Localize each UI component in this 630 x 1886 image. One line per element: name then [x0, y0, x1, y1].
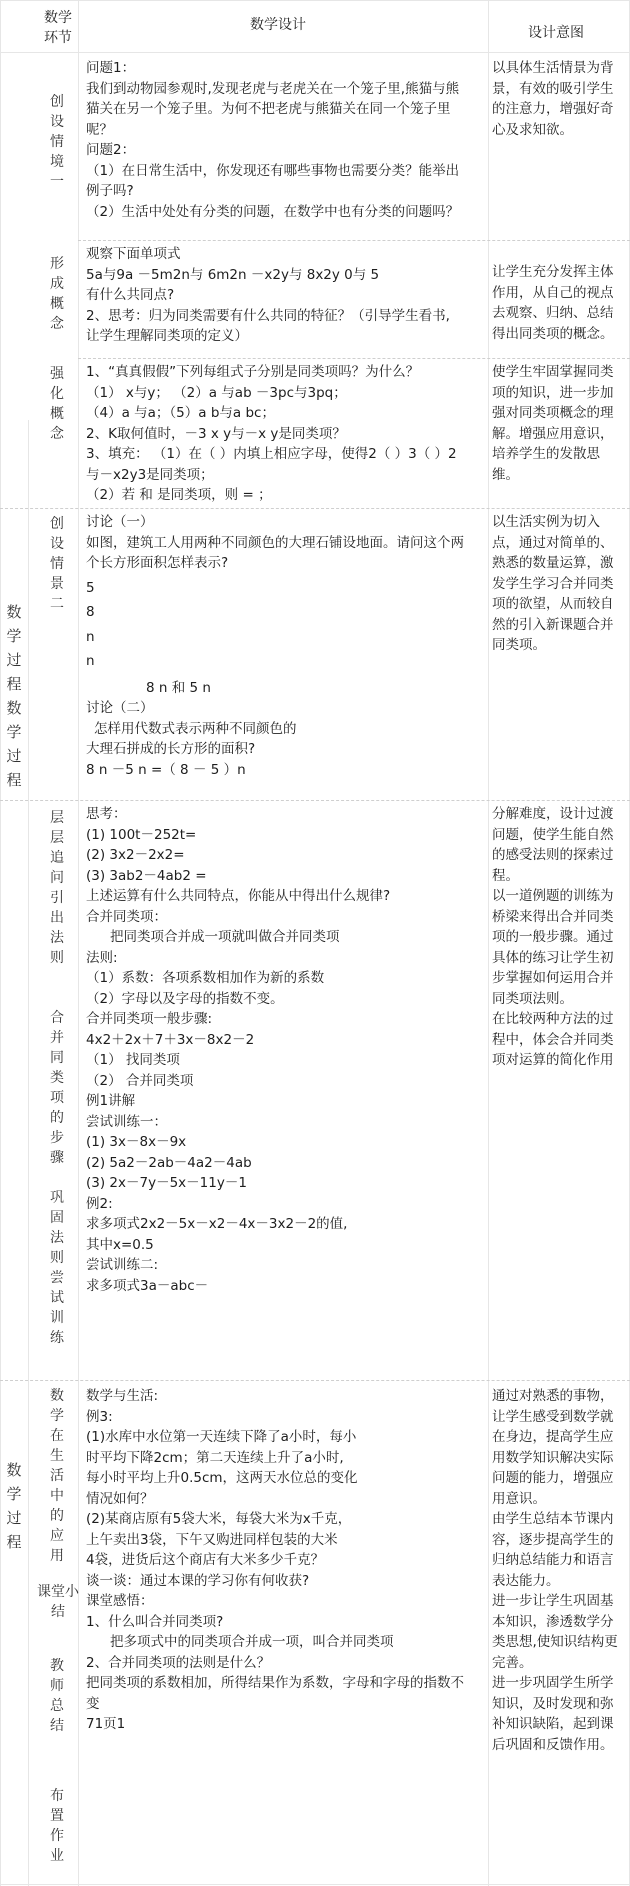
- intent-line: 以一道例题的训练为: [492, 888, 614, 904]
- stage-label: 巩固法则尝试训练: [50, 1190, 64, 1346]
- design-cell: [86, 1386, 486, 1735]
- design-line: n: [86, 653, 95, 669]
- design-line: 8: [86, 604, 95, 620]
- design-line: 例1讲解: [86, 1093, 136, 1109]
- intent-line: 分解难度，设计过渡: [492, 806, 614, 822]
- stage-label: 合并同类项的步骤: [50, 1010, 64, 1166]
- header-intent: 设计意图: [528, 25, 584, 41]
- intent-line: 强对同类项概念的理: [492, 405, 614, 421]
- intent-line: 熟悉的数量运算，激: [492, 555, 614, 571]
- stage-label: 强化概念: [50, 366, 64, 442]
- stage-label: 创设情景二: [50, 516, 64, 612]
- intent-line: 具体的练习让学生初: [492, 949, 614, 966]
- row-divider: [0, 508, 630, 510]
- design-line: 法则:: [86, 949, 118, 966]
- header-bottom-border: [0, 52, 630, 53]
- design-cell: [86, 804, 486, 1296]
- intent-line: 用数学知识解决实际: [492, 1449, 614, 1466]
- intent-cell: [492, 262, 620, 344]
- intent-line: 程。: [492, 867, 519, 884]
- header-top-border: [0, 0, 630, 1]
- design-line: 有什么共同点?: [86, 287, 175, 303]
- column-divider-stage-outer: [28, 420, 29, 1886]
- table-bottom-border: [0, 1884, 630, 1885]
- stage-label: 布置作业: [50, 1788, 64, 1864]
- design-line: 课堂感悟：: [86, 1593, 154, 1609]
- design-line: 数学与生活:: [86, 1388, 159, 1404]
- design-line: 例3:: [86, 1408, 113, 1425]
- design-line: 情况如何？: [86, 1490, 154, 1507]
- intent-line: 以生活实例为切入: [492, 514, 600, 530]
- intent-line: 作用，从自己的视点: [492, 284, 614, 301]
- intent-line: 发学生学习合并同类: [492, 575, 614, 592]
- intent-line: 同类项。: [492, 637, 546, 653]
- design-line: 如图，建筑工人用两种不同颜色的大理石铺设地面。请问这个两: [86, 534, 464, 551]
- design-line: 4袋，进货后这个商店有大米多少千克？: [86, 1552, 325, 1568]
- design-line: 上午卖出3袋，下午又购进同样包装的大米: [86, 1531, 338, 1548]
- design-line: (3) 3ab2－4ab2 =: [86, 867, 207, 884]
- design-line: 观察下面单项式: [86, 246, 181, 262]
- intent-line: 进一步巩固学生所学: [492, 1675, 614, 1691]
- intent-line: 项对运算的简化作用: [492, 1052, 614, 1068]
- intent-line: 心及求知欲。: [492, 121, 573, 138]
- design-line: 5a与9a －5m2n与 6m2n －x2y与 8x2y 0与 5: [86, 266, 380, 283]
- stage-label: 数学在生活中的应用: [50, 1388, 64, 1564]
- intent-line: 在身边，提高学生应: [492, 1429, 614, 1445]
- design-line: 怎样用代数式表示两种不同颜色的: [94, 720, 297, 737]
- design-line: （2）生活中处处有分类的问题，在数学中也有分类的问题吗？: [86, 203, 460, 220]
- design-line: 我们到动物园参观时,发现老虎与老虎关在一个笼子里,熊猫与熊: [86, 80, 460, 97]
- design-line: （2）字母以及字母的指数不变。: [86, 990, 284, 1007]
- design-line: 合并同类项：: [86, 908, 167, 925]
- intent-line: 使学生牢固掌握同类: [492, 364, 614, 380]
- design-line: 求多项式3a－abc－: [86, 1277, 209, 1294]
- intent-line: 容，逐步提高学生的: [492, 1531, 614, 1548]
- design-line: 4x2＋2x＋7＋3x－8x2－2: [86, 1031, 255, 1048]
- design-cell: [86, 512, 486, 780]
- design-line: 问题2：: [86, 142, 136, 158]
- design-line: 把同类项的系数相加，所得结果作为系数，字母和字母的指数不: [86, 1675, 464, 1691]
- design-line: 8 n －5 n =（ 8 － 5 ）n: [86, 761, 246, 778]
- intent-line: 问题的能力，增强应: [492, 1470, 614, 1486]
- design-line: 把多项式中的同类项合并成一项，叫合并同类项: [110, 1634, 394, 1650]
- column-divider-design: [488, 0, 489, 1886]
- header-stage-line: 环节: [44, 30, 72, 46]
- intent-line: 知识，及时发现和弥: [492, 1695, 614, 1712]
- intent-line: 的注意力，增强好奇: [492, 101, 614, 117]
- intent-cell: [492, 58, 620, 140]
- design-line: 1、什么叫合并同类项?: [86, 1613, 224, 1630]
- design-line: 71页1: [86, 1716, 126, 1732]
- design-line: 每小时平均上升0.5cm，这两天水位总的变化: [86, 1470, 358, 1486]
- design-line: 2、合并同类项的法则是什么？: [86, 1654, 271, 1671]
- design-line: (1)水库中水位第一天连续下降了a小时，每小: [86, 1429, 357, 1445]
- column-divider-left: [0, 0, 1, 1886]
- design-line: 2、K取何值时，－3 x y与－x y是同类项？: [86, 425, 346, 442]
- intent-line: 由学生总结本节课内: [492, 1511, 614, 1527]
- design-cell: [86, 244, 486, 347]
- design-line: 2、思考：归为同类需要有什么共同的特征？（引导学生看书,: [86, 307, 450, 324]
- header-design: 数学设计: [250, 17, 306, 33]
- stage-label: 形成概念: [50, 256, 64, 332]
- intent-line: 类思想,使知识结构更: [492, 1634, 618, 1650]
- design-line: (3) 2x－7y－5x－11y－1: [86, 1175, 247, 1191]
- design-line: （1）系数：各项系数相加作为新的系数: [86, 970, 325, 986]
- intent-line: 项的一般步骤。通过: [492, 929, 614, 945]
- design-line: （4）a 与a；（5）a b与a bc；: [86, 405, 275, 421]
- intent-line: 项的知识，进一步加: [492, 384, 614, 401]
- design-line: 讨论（二）: [86, 700, 154, 716]
- intent-line: 维。: [492, 466, 519, 483]
- intent-cell: [492, 804, 620, 1071]
- intent-line: 表达能力。: [492, 1572, 560, 1589]
- row-divider: [0, 1380, 630, 1382]
- intent-cell: [492, 512, 620, 656]
- design-cell: [86, 58, 486, 222]
- intent-line: 完善。: [492, 1654, 533, 1671]
- intent-line: 桥梁来得出合并同类: [492, 908, 614, 925]
- design-line: 时平均下降2cm；第二天连续上升了a小时,: [86, 1449, 344, 1466]
- design-line: 8 n 和 5 n: [146, 679, 211, 696]
- stage-label: 教师总结: [50, 1658, 64, 1734]
- design-line: 尝试训练一：: [86, 1113, 167, 1130]
- design-line: 5: [86, 579, 95, 596]
- stage-label: 课堂小结: [37, 1584, 79, 1620]
- design-line: (2)某商店原有5袋大米，每袋大米为x千克，: [86, 1511, 352, 1527]
- intent-line: 项的欲望，从而较自: [492, 596, 614, 612]
- design-line: 3、填充： （1）在（ ）内填上相应字母，使得2（ ）3（ ）2: [86, 446, 457, 462]
- design-line: 问题1：: [86, 60, 136, 76]
- intent-line: 同类项法则。: [492, 990, 573, 1007]
- design-line: 个长方形面积怎样表示?: [86, 555, 229, 571]
- design-line: （1） 找同类项: [86, 1052, 180, 1068]
- design-line: 其中x=0.5: [86, 1236, 154, 1253]
- intent-line: 在比较两种方法的过: [492, 1011, 614, 1027]
- intent-line: 解。增强应用意识，: [492, 425, 614, 442]
- intent-line: 补知识缺陷，起到课: [492, 1716, 614, 1732]
- intent-line: 进一步让学生巩固基: [492, 1593, 614, 1609]
- design-line: 与－x2y3是同类项；: [86, 466, 214, 483]
- intent-line: 后巩固和反馈作用。: [492, 1736, 614, 1753]
- intent-line: 培养学生的发散思: [492, 446, 600, 462]
- row-divider: [0, 800, 630, 802]
- design-line: (2) 5a2－2ab－4a2－4ab: [86, 1154, 252, 1171]
- design-line: 例2:: [86, 1195, 113, 1212]
- intent-line: 景，有效的吸引学生: [492, 80, 614, 97]
- intent-line: 用意识。: [492, 1490, 546, 1507]
- intent-cell: [492, 1386, 620, 1755]
- design-line: （1） x与y； （2）a 与ab －3pc与3pq；: [86, 384, 347, 401]
- intent-line: 归纳总结能力和语言: [492, 1552, 614, 1568]
- stage-label: 层层追问引出法则: [50, 810, 64, 966]
- intent-line: 让学生充分发挥主体: [492, 264, 614, 280]
- process-label-lower: 数学过程: [6, 1461, 22, 1551]
- design-line: 让学生理解同类项的定义）: [86, 328, 248, 344]
- process-label-upper: 数学过程数学过程: [6, 603, 22, 789]
- design-line: 1、“真真假假”下列每组式子分别是同类项吗？为什么？: [86, 364, 420, 380]
- intent-line: 点，通过对简单的、: [492, 534, 614, 551]
- intent-line: 程中，体会合并同类: [492, 1031, 614, 1048]
- intent-line: 让学生感受到数学就: [492, 1408, 614, 1425]
- intent-line: 去观察、归纳、总结: [492, 305, 614, 321]
- design-line: 合并同类项一般步骤:: [86, 1011, 213, 1027]
- design-line: 尝试训练二:: [86, 1257, 159, 1273]
- design-line: n: [86, 628, 95, 645]
- header-stage-line: 数学: [44, 10, 72, 26]
- design-line: (1) 100t－252t=: [86, 826, 197, 843]
- design-cell: [86, 362, 486, 506]
- stage-label: 创设情境一: [50, 94, 64, 190]
- design-line: （2） 合并同类项: [86, 1072, 194, 1089]
- design-line: 例子吗?: [86, 183, 134, 199]
- intent-line: 通过对熟悉的事物，: [492, 1388, 614, 1404]
- design-line: （2）若 和 是同类项，则 = ；: [86, 487, 272, 503]
- intent-line: 以具体生活情景为背: [492, 60, 614, 76]
- intent-line: 本知识，渗透数学分: [492, 1613, 614, 1630]
- design-line: （1）在日常生活中，你发现还有哪些事物也需要分类？能举出: [86, 162, 460, 179]
- design-line: 上述运算有什么共同特点，你能从中得出什么规律?: [86, 888, 391, 904]
- design-line: 谈一谈：通过本课的学习你有何收获?: [86, 1572, 310, 1589]
- intent-line: 然的引入新课题合并: [492, 616, 614, 633]
- design-line: 呢？: [86, 121, 113, 138]
- design-line: 思考：: [86, 806, 127, 822]
- design-line: 讨论（一）: [86, 514, 154, 530]
- design-line: (1) 3x－8x－9x: [86, 1134, 187, 1150]
- intent-cell: [492, 362, 620, 485]
- design-line: 猫关在另一个笼子里。为何不把老虎与熊猫关在同一个笼子里: [86, 101, 451, 117]
- design-line: 变: [86, 1695, 100, 1712]
- design-line: 求多项式2x2－5x－x2－4x－3x2－2的值,: [86, 1216, 348, 1232]
- row-divider: [78, 240, 630, 242]
- header-stage: [38, 8, 78, 48]
- intent-line: 步掌握如何运用合并: [492, 970, 614, 986]
- intent-line: 问题，使学生能自然: [492, 826, 614, 843]
- design-line: 大理石拼成的长方形的面积?: [86, 741, 256, 757]
- row-divider: [78, 358, 630, 360]
- intent-line: 得出同类项的概念。: [492, 325, 614, 342]
- intent-line: 的感受法则的探索过: [492, 847, 614, 863]
- design-line: (2) 3x2－2x2=: [86, 847, 185, 863]
- design-line: 把同类项合并成一项就叫做合并同类项: [110, 929, 340, 945]
